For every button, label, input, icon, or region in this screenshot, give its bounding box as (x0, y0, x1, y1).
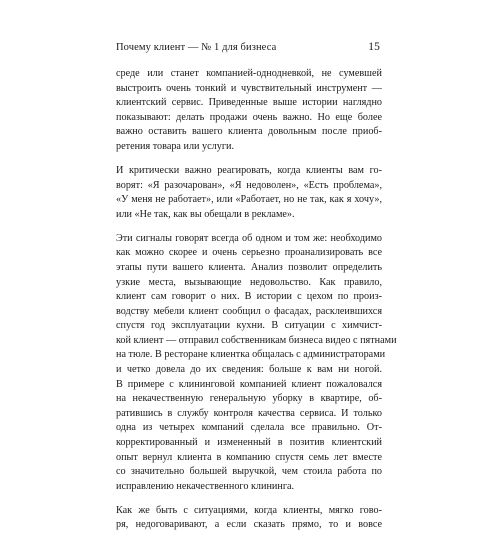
text-line: среде или станет компанией-однодневкой, не сумевшей (116, 68, 382, 79)
text-line: ря, недоговаривают, а если сказать прямо, то и вовсе (116, 519, 382, 531)
text-line: выстроить очень тонкий и чувствительный инструмент — (116, 82, 382, 94)
text-line: узкие места, вызывающие недовольство. Как правило, (116, 276, 382, 288)
text-line: этапы пути вашего клиента. Анализ позволит определить (116, 261, 382, 273)
text-line: клиент сам говорит о них. В истории с цехом по произ- (116, 291, 382, 303)
text-line: на тюле. В ресторане клиентка общалась с администраторами (116, 349, 386, 361)
paragraph (116, 504, 382, 533)
body-text (116, 67, 397, 533)
text-line: как можно скорее и очень серьезно проанализировать все (116, 247, 382, 259)
text-line: «У меня не работает», или «Работает, но не так, как я хочу», (116, 194, 382, 206)
running-header (116, 41, 380, 53)
text-line: ратившись в службу контроля качества сервиса. И только (116, 407, 382, 419)
text-line: Как же быть с ситуациями, когда клиенты, мягко гово- (116, 504, 382, 516)
text-line: опыт вернул клиента в компанию спустя семь лет вместе (116, 451, 382, 463)
paragraph (116, 232, 397, 495)
page-number: 15 (368, 41, 380, 53)
text-line: В примере с клининговой компанией клиент пожаловался (116, 378, 382, 390)
text-line: одна из четырех компаний сделала все правильно. От- (116, 422, 382, 434)
text-line: и четко довела до их сведения: больше к вам ни ногой. (116, 364, 382, 376)
paragraph (116, 164, 382, 222)
text-line: И критически важно реагировать, когда клиенты вам го- (116, 164, 382, 176)
text-line: важно оставить вашего клиента довольным после приоб- (116, 126, 382, 138)
text-line: корректированный и измененный в позитив клиентский (116, 437, 382, 449)
text-line: со значительно большей выручкой, чем стоила работа по (116, 466, 382, 478)
text-line: клиентский сервис. Приведенные выше истории наглядно (116, 97, 382, 109)
text-line: водству мебели клиент сообщил о фасадах, расклеившихся (116, 305, 382, 317)
text-line: Эти сигналы говорят всегда об одном и том же: необходимо (116, 232, 382, 244)
text-line: исправлению некачественного клининга. (116, 480, 295, 492)
text-line: спустя год эксплуатации кухни. В ситуации с химчист- (116, 320, 382, 332)
text-line: кой клиент — отправил собственникам бизнеса видео с пятнами (116, 334, 397, 346)
running-title: Почему клиент — № 1 для бизнеса (116, 42, 277, 53)
paragraph (116, 67, 382, 155)
text-line: или «Не так, как вы обещали в рекламе». (116, 208, 295, 220)
text-line: показывают: делать продажи очень важно. Но еще более (116, 111, 382, 123)
text-line: ворят: «Я разочарован», «Я недоволен», «Есть проблема», (116, 179, 382, 191)
text-line: ретения товара или услуги. (116, 140, 235, 152)
text-line: на некачественную генеральную уборку в квартире, об- (116, 393, 382, 405)
